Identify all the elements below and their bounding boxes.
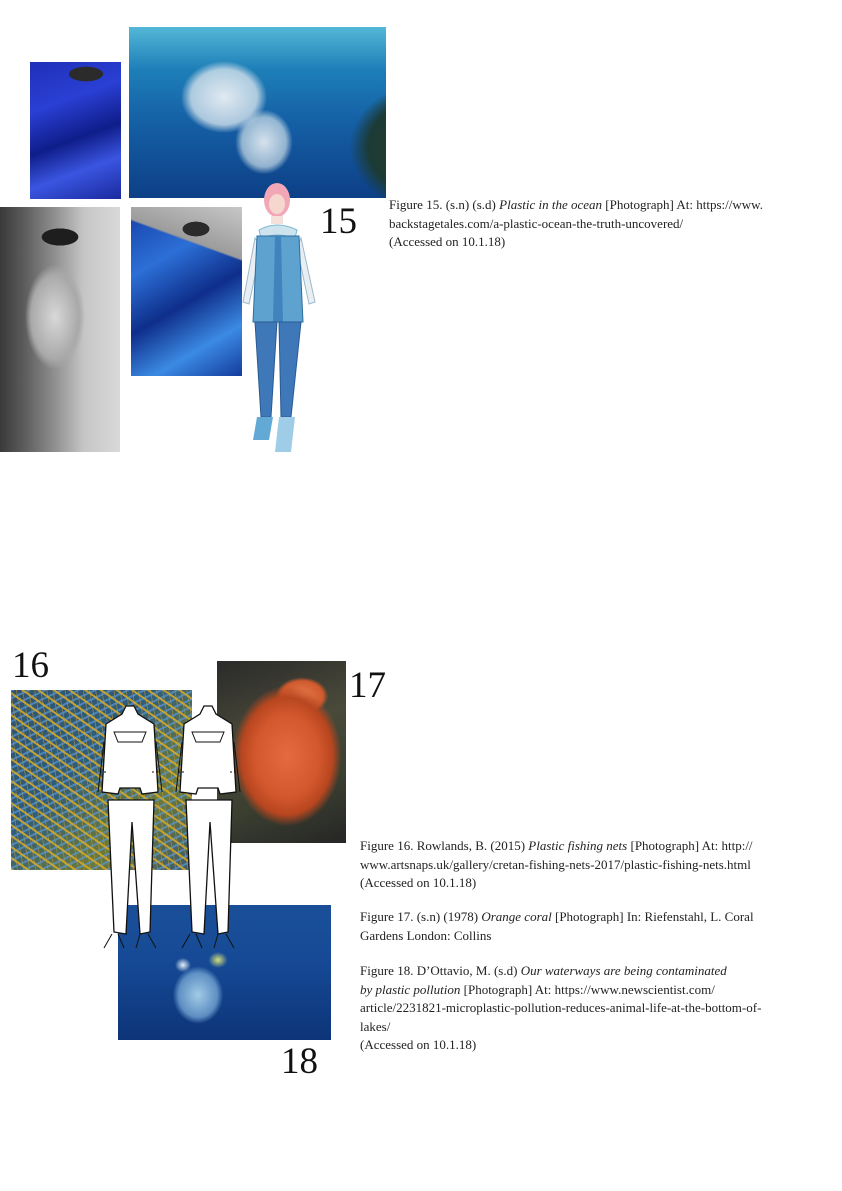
photo-plastic-in-ocean — [129, 27, 386, 198]
fashion-illustration — [235, 182, 325, 460]
caption-15-prefix: Figure 15. (s.n) (s.d) — [389, 197, 500, 212]
caption-16-prefix: Figure 16. Rowlands, B. (2015) — [360, 838, 529, 853]
flat-sketch-illustration — [96, 702, 248, 954]
caption-figure-17 — [360, 908, 830, 945]
caption-15-accessed: (Accessed on 10.1.18) — [389, 234, 506, 249]
caption-18-url-end: lakes/ — [360, 1018, 391, 1034]
caption-18-title-line2: by plastic pollution — [360, 981, 461, 997]
photo-mannequin-blue-top — [30, 62, 121, 199]
caption-figure-15 — [389, 196, 829, 252]
caption-16-middle: [Photograph] At: http:// — [627, 838, 753, 853]
caption-15-url: backstagetales.com/a-plastic-ocean-the-truth-uncovered/ — [389, 215, 684, 231]
photo-mannequin-blue-cape — [131, 207, 242, 376]
caption-17-title: Orange coral — [481, 909, 552, 924]
caption-18-prefix: Figure 18. D’Ottavio, M. (s.d) — [360, 963, 521, 978]
caption-17-middle: [Photograph] In: Riefenstahl, L. Coral — [551, 909, 754, 924]
figure-number-16: 16 — [12, 645, 49, 686]
caption-16-url: www.artsnaps.uk/gallery/cretan-fishing-nets-2017/plastic-fishing-nets.html — [360, 856, 751, 872]
caption-17-source: Gardens London: Collins — [360, 927, 492, 943]
figure-number-15: 15 — [320, 201, 357, 242]
caption-figure-18 — [360, 962, 835, 1055]
caption-16-title: Plastic fishing nets — [528, 838, 628, 853]
figure-number-17: 17 — [349, 665, 386, 706]
caption-16-accessed: (Accessed on 10.1.18) — [360, 875, 477, 890]
caption-18-url: article/2231821-microplastic-pollution-reduces-animal-life-at-the-bottom-of- — [360, 1000, 762, 1015]
figure-number-18: 18 — [281, 1041, 318, 1082]
caption-17-prefix: Figure 17. (s.n) (1978) — [360, 909, 482, 924]
caption-18-accessed: (Accessed on 10.1.18) — [360, 1037, 477, 1052]
caption-15-title: Plastic in the ocean — [499, 197, 603, 212]
caption-18-title-line1: Our waterways are being contaminated — [520, 963, 727, 978]
caption-figure-16 — [360, 837, 830, 893]
caption-15-middle: [Photograph] At: https://www. — [602, 197, 763, 212]
caption-18-middle: [Photograph] At: https://www.newscientist.com/ — [460, 981, 715, 997]
photo-bubble-wrap-garment — [0, 207, 120, 452]
